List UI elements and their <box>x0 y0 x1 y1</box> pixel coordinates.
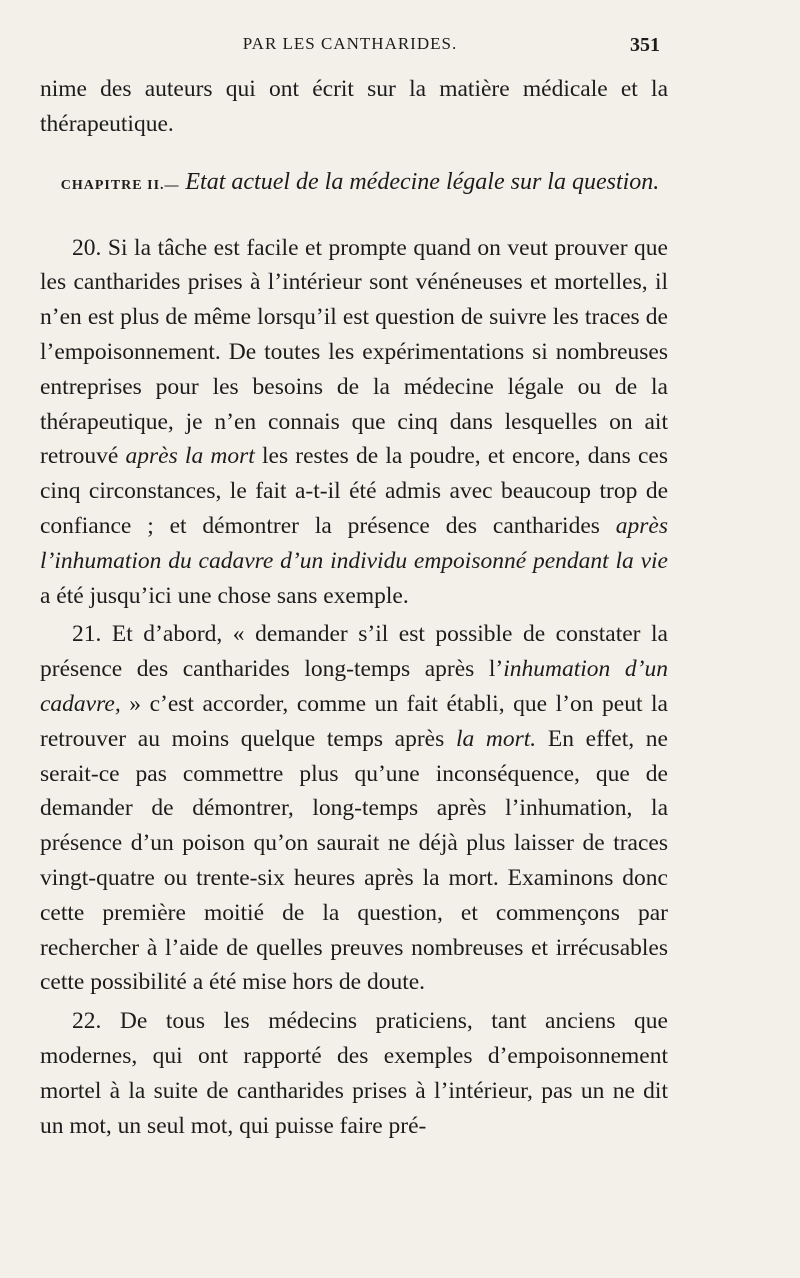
paragraph-continuation: nime des auteurs qui ont écrit sur la matière médicale et la thérapeutique. <box>40 76 668 137</box>
paragraph-20 <box>40 231 668 614</box>
paragraph-21-italic: inhumation d’un cadavre, <box>40 656 668 717</box>
paragraph-21-italic: la mort. <box>455 725 537 752</box>
paragraph-21-text: » c’est accorder, comme un fait établi, que l’on peut la retrouver au moins quelque temps après <box>40 690 668 752</box>
paragraph-20-text: a été jusqu’ici une chose sans exemple. <box>40 582 409 609</box>
paragraph-22: 22. De tous les médecins praticiens, tant anciens que modernes, qui ont rapporté des exemples d’empoisonnement mortel à la suite de cantharides prises à l’intérieur, pas un ne dit un mot, un seul mot, qui puisse faire pré- <box>40 1008 668 1139</box>
chapter-heading <box>40 165 668 203</box>
paragraph-21-text: En effet, ne serait-ce pas commettre plus qu’une inconséquence, que de demander de démontrer, long-temps après l’inhumation, la présence d’un poison qu’on saurait ne déjà plus laisser de traces vingt-quatre ou trente-six heures après la mort. Examinons donc cette première moitié de la question, et commençons par rechercher à l’aide de quelles preuves nombreuses et irrécusables cette possibilité a été mise hors de doute. <box>40 725 668 996</box>
chapter-title: Etat actuel de la médecine légale sur la question. <box>185 168 660 195</box>
paragraph-20-italic: après la mort <box>125 443 255 470</box>
paragraph-21 <box>40 617 668 1000</box>
chapter-label: CHAPITRE II.— <box>60 177 180 193</box>
paragraph-20-text: 20. Si la tâche est facile et prompte quand on veut prouver que les cantharides prises à l’intérieur sont vénéneuses et mortelles, il n’en est plus de même lorsqu’il est question de suivre les traces de l’empoisonnement. De toutes les expérimentations si nombreuses entreprises pour les besoins de la médecine légale ou de la thérapeutique, je n’en connais que cinq dans lesquelles on ait retrouvé <box>40 234 668 470</box>
page-body <box>40 72 668 1143</box>
paragraph-21-text: 21. Et d’abord, « demander s’il est possible de constater la présence des cantharides long-temps après l’ <box>40 621 668 683</box>
paragraph-20-text: les restes de la poudre, et encore, dans ces cinq circonstances, le fait a-t-il été admis avec beaucoup trop de confiance ; et démontrer la présence des cantharides <box>40 443 668 539</box>
running-header <box>40 34 660 62</box>
running-title: PAR LES CANTHARIDES. <box>242 34 458 53</box>
page-number: 351 <box>630 34 660 56</box>
paragraph-20-italic: après l’inhumation du cadavre d’un individu empoisonné pendant la vie <box>40 512 668 574</box>
